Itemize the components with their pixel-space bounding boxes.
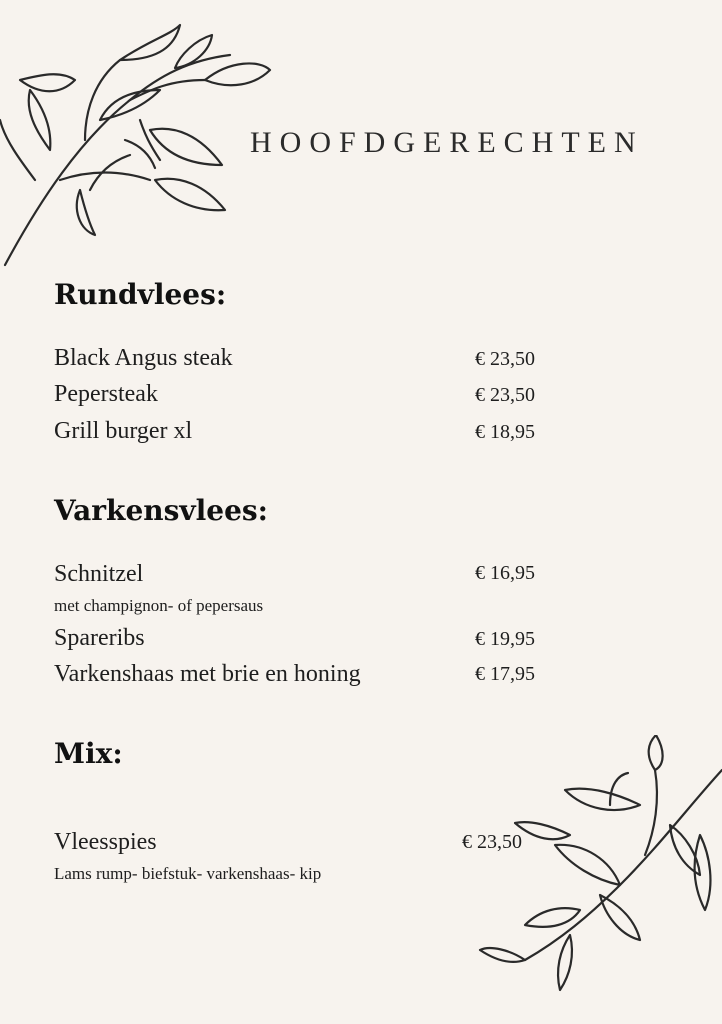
menu-item-name: Pepersteak xyxy=(54,381,158,407)
menu-item-price: € 19,95 xyxy=(475,628,535,650)
menu-item-price: € 23,50 xyxy=(475,348,535,370)
menu-item-price: € 23,50 xyxy=(475,384,535,406)
menu-item-name: Varkenshaas met brie en honing xyxy=(54,661,361,687)
menu-item-name: Vleesspies xyxy=(54,829,157,855)
menu-item-name: Grill burger xl xyxy=(54,418,193,444)
menu-item-price: € 17,95 xyxy=(475,663,535,685)
menu-item-name: Black Angus steak xyxy=(54,345,233,371)
leaf-branch-bottom-right-icon xyxy=(470,735,722,995)
menu-item-description: Lams rump- biefstuk- varkenshaas- kip xyxy=(54,864,322,883)
menu-item-description: met champignon- of pepersaus xyxy=(54,596,264,615)
menu-item-name: Spareribs xyxy=(54,625,145,651)
menu-item-price: € 18,95 xyxy=(475,421,535,443)
section-heading-rundvlees: Rundvlees: xyxy=(54,278,227,311)
section-heading-varkensvlees: Varkensvlees: xyxy=(54,494,269,527)
menu-item-price: € 23,50 xyxy=(462,831,522,853)
leaf-branch-top-left-icon xyxy=(0,20,280,270)
menu-item-name: Schnitzel xyxy=(54,561,144,587)
section-heading-mix: Mix: xyxy=(54,737,123,770)
page-title: HOOFDGERECHTEN xyxy=(250,126,644,159)
menu-item-price: € 16,95 xyxy=(475,562,535,584)
